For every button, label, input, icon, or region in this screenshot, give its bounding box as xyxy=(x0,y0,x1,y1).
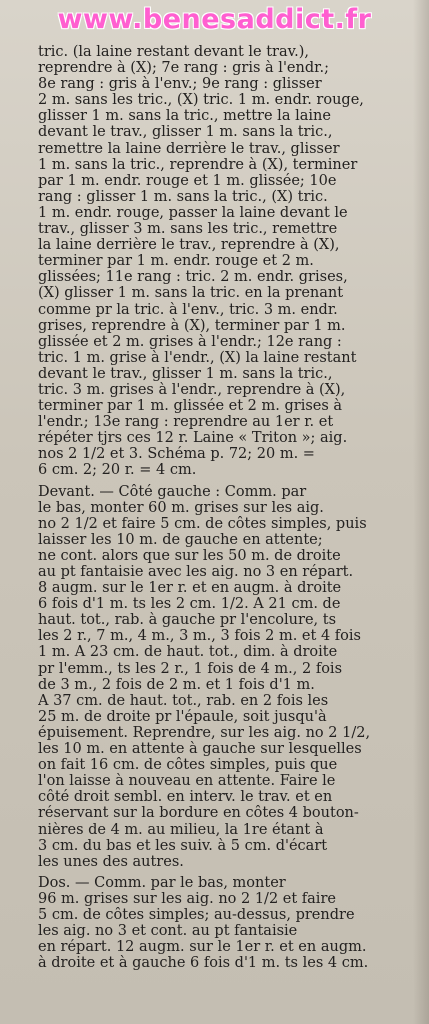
text-line: A 37 cm. de haut. tot., rab. en 2 fois les xyxy=(38,692,329,709)
text-line: par 1 m. endr. rouge et 1 m. glissée; 10e xyxy=(38,172,337,189)
text-line: 8e rang : gris à l'env.; 9e rang : glisser xyxy=(38,76,322,93)
text-line: comme pr la tric. à l'env., tric. 3 m. endr. xyxy=(38,301,338,318)
text-line: no 2 1/2 et faire 5 cm. de côtes simples, puis xyxy=(38,515,367,532)
text-line: 3 cm. du bas et les suiv. à 5 cm. d'écart xyxy=(38,837,328,854)
text-line: (X) glisser 1 m. sans la tric. en la prenant xyxy=(38,285,344,302)
text-line: tric. 3 m. grises à l'endr., reprendre à (X), xyxy=(38,381,346,398)
text-line: haut. tot., rab. à gauche pr l'encolure, ts xyxy=(38,612,337,629)
section-heading-dos: Dos. — Comm. par le bas, monter xyxy=(38,874,286,891)
text-line: terminer par 1 m. endr. rouge et 2 m. xyxy=(38,253,314,270)
text-line: glisser 1 m. sans la tric., mettre la laine xyxy=(38,108,331,125)
text-line: réservant sur la bordure en côtes 4 bouton- xyxy=(38,805,359,822)
text-line: tric. 1 m. grise à l'endr., (X) la laine restant xyxy=(38,349,357,366)
text-line: 6 cm. 2; 20 r. = 4 cm. xyxy=(38,462,197,479)
text-line: remettre la laine derrière le trav., glisser xyxy=(38,140,340,157)
text-line: 1 m. endr. rouge, passer la laine devant le xyxy=(38,204,348,221)
text-line: 25 m. de droite pr l'épaule, soit jusqu'à xyxy=(38,708,327,725)
text-line: glissées; 11e rang : tric. 2 m. endr. grises, xyxy=(38,269,348,286)
text-line: reprendre à (X); 7e rang : gris à l'endr.; xyxy=(38,60,329,77)
text-line: les 2 r., 7 m., 4 m., 3 m., 3 fois 2 m. et 4 fois xyxy=(38,628,361,645)
text-line: trav., glisser 3 m. sans les tric., remettre xyxy=(38,221,338,238)
text-line: le bas, monter 60 m. grises sur les aig. xyxy=(38,499,324,516)
text-line: ne cont. alors que sur les 50 m. de droite xyxy=(38,547,341,564)
text-line: 2 m. sans les tric., (X) tric. 1 m. endr. rouge, xyxy=(38,92,364,109)
text-line: en répart. 12 augm. sur le 1er r. et en augm. xyxy=(38,939,367,956)
text-line: glissée et 2 m. grises à l'endr.; 12e rang : xyxy=(38,333,342,350)
text-line: répéter tjrs ces 12 r. Laine « Triton »; aig. xyxy=(38,430,348,447)
text-line: nos 2 1/2 et 3. Schéma p. 72; 20 m. = xyxy=(38,446,315,463)
text-line: pr l'emm., ts les 2 r., 1 fois de 4 m., 2 fois xyxy=(38,660,343,677)
text-line: l'endr.; 13e rang : reprendre au 1er r. et xyxy=(38,414,334,431)
text-line: la laine derrière le trav., reprendre à (X), xyxy=(38,237,340,254)
text-line: 96 m. grises sur les aig. no 2 1/2 et faire xyxy=(38,890,336,907)
watermark: www.benesaddict.fr xyxy=(57,4,372,35)
text-line: terminer par 1 m. glissée et 2 m. grises à xyxy=(38,398,343,415)
text-line: devant le trav., glisser 1 m. sans la tric., xyxy=(38,365,333,382)
text-line: côté droit sembl. en interv. le trav. et en xyxy=(38,789,333,806)
text-line: 6 fois d'1 m. ts les 2 cm. 1/2. A 21 cm. de xyxy=(38,596,341,613)
text-line: épuisement. Reprendre, sur les aig. no 2 1/2, xyxy=(38,724,371,741)
text-line: devant le trav., glisser 1 m. sans la tric., xyxy=(38,124,333,141)
text-line: à droite et à gauche 6 fois d'1 m. ts les 4 cm. xyxy=(38,955,369,972)
text-line: laisser les 10 m. de gauche en attente; xyxy=(38,531,323,548)
text-line: rang : glisser 1 m. sans la tric., (X) tric. xyxy=(38,188,328,205)
section-heading-devant: Devant. — Côté gauche : Comm. par xyxy=(38,483,307,500)
text-line: 5 cm. de côtes simples; au-dessus, prendre xyxy=(38,906,355,923)
text-line: 1 m. sans la tric., reprendre à (X), terminer xyxy=(38,156,358,173)
text-line: tric. (la laine restant devant le trav.), xyxy=(38,44,309,60)
text-line: les 10 m. en attente à gauche sur lesquelles xyxy=(38,741,362,758)
text-line: l'on laisse à nouveau en attente. Faire le xyxy=(38,773,336,790)
page-spine-shadow xyxy=(413,0,429,1024)
text-line: 1 m. A 23 cm. de haut. tot., dim. à droite xyxy=(38,644,338,661)
text-line: les aig. no 3 et cont. au pt fantaisie xyxy=(38,923,298,940)
text-line: 8 augm. sur le 1er r. et en augm. à droite xyxy=(38,580,342,597)
text-line: les unes des autres. xyxy=(38,853,184,870)
text-line: nières de 4 m. au milieu, la 1re étant à xyxy=(38,821,324,838)
text-line: au pt fantaisie avec les aig. no 3 en répart. xyxy=(38,564,354,580)
text-line: on fait 16 cm. de côtes simples, puis que xyxy=(38,757,338,774)
text-line: grises, reprendre à (X), terminer par 1 m. xyxy=(38,317,346,334)
knitting-pattern-text xyxy=(38,44,406,971)
text-line: de 3 m., 2 fois de 2 m. et 1 fois d'1 m. xyxy=(38,676,315,693)
